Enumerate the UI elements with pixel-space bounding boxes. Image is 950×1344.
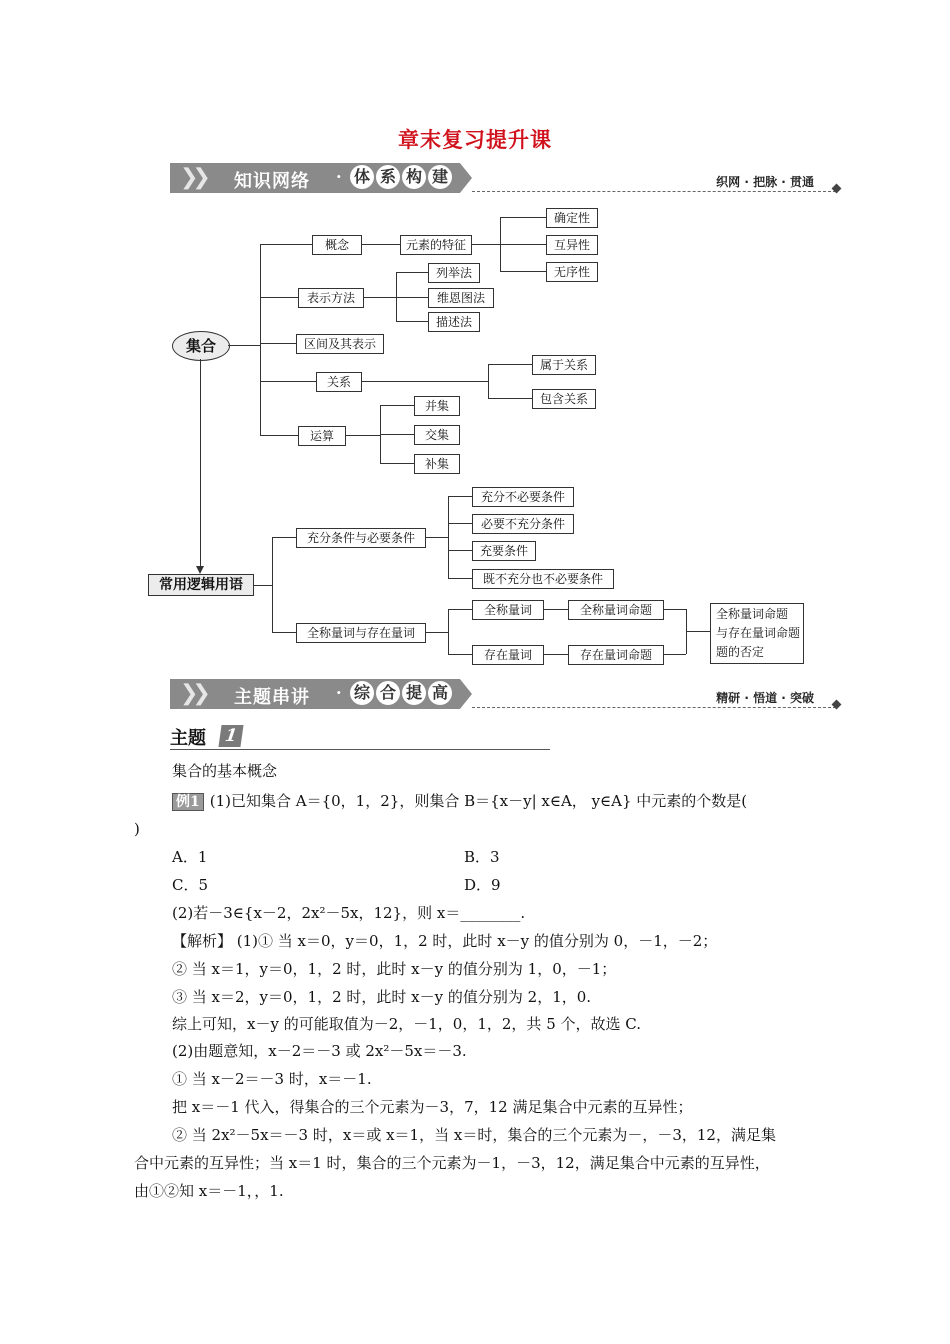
node-sufficient-necessary: 充分条件与必要条件	[296, 528, 426, 548]
node-complement: 补集	[414, 454, 460, 474]
node-venn: 维恩图法	[428, 288, 494, 308]
arrow-down-icon	[196, 566, 204, 574]
node-representation: 表示方法	[298, 288, 364, 308]
node-concept: 概念	[312, 235, 362, 255]
node-root: 集合	[172, 331, 230, 361]
section-banner-knowledge-network	[170, 163, 840, 193]
solution-line: 由①②知 x＝－1，，1.	[134, 1182, 284, 1200]
node-existential-proposition: 存在量词命题	[568, 645, 664, 665]
option-b: B．3	[464, 848, 500, 866]
topic-number: 1	[218, 725, 243, 747]
banner-char: 系	[376, 165, 400, 189]
banner-char: 高	[428, 681, 452, 705]
banner-char: 建	[428, 165, 452, 189]
banner-tag: 织网 · 把脉 · 贯通	[716, 175, 814, 189]
solution-line: ② 当 x＝1，y＝0，1，2 时，此时 x－y 的值分别为 1，0，－1；	[172, 960, 617, 978]
banner-title: 知识网络	[234, 171, 310, 192]
option-a: A．1	[172, 848, 208, 866]
option-d: D．9	[464, 876, 501, 894]
node-operations: 运算	[298, 426, 346, 446]
option-c: C．5	[172, 876, 209, 894]
solution-line: 综上可知，x－y 的可能取值为－2，－1，0，1，2，共 5 个，故选 C.	[172, 1015, 641, 1033]
topic-underline	[170, 749, 550, 750]
node-existential-quantifier: 存在量词	[472, 645, 544, 665]
solution-line: 【解析】 (1)① 当 x＝0，y＝0，1，2 时，此时 x－y 的值分别为 0，－1，－2；	[172, 932, 718, 950]
negation-line: 全称量词命题	[716, 607, 789, 621]
example-number: 1	[190, 794, 200, 810]
node-certainty: 确定性	[546, 208, 598, 228]
banner-dot: ·	[336, 167, 342, 186]
banner-dot: ·	[336, 683, 342, 702]
node-interval: 区间及其表示	[296, 334, 384, 354]
node-unordered: 无序性	[546, 262, 598, 282]
banner-title: 主题串讲	[234, 687, 310, 708]
example-question-1	[172, 791, 747, 811]
banner-char: 提	[402, 681, 426, 705]
node-negation	[710, 603, 804, 664]
double-chevron-icon: ❯❯	[180, 681, 205, 706]
solution-line: ③ 当 x＝2，y＝0，1，2 时，此时 x－y 的值分别为 2，1，0.	[172, 988, 592, 1006]
solution-line: (2)由题意知，x－2＝－3 或 2x²－5x＝－3.	[172, 1042, 467, 1060]
page-title: 章末复习提升课	[398, 127, 552, 152]
banner-rule	[472, 707, 836, 708]
topic-label: 主题	[170, 728, 206, 749]
question-1-text: (1)已知集合 A＝{0，1，2}，则集合 B＝{x－y| x∈A， y∈A} 中元素的个数是(	[209, 792, 748, 810]
node-relation: 关系	[316, 372, 362, 392]
node-belongs: 属于关系	[532, 355, 596, 375]
example-tag: 例	[176, 794, 190, 810]
question-2: (2)若－3∈{x－2，2x²－5x，12}，则 x＝________.	[172, 904, 526, 922]
node-logic: 常用逻辑用语	[148, 574, 254, 596]
node-element-features: 元素的特征	[400, 235, 472, 255]
solution-line: 合中元素的互异性；当 x＝1 时，集合的三个元素为－1，－3，12，满足集合中元素的互异性，	[134, 1154, 770, 1172]
topic-subtitle: 集合的基本概念	[172, 762, 278, 780]
node-neither: 既不充分也不必要条件	[472, 569, 614, 589]
node-quantifiers: 全称量词与存在量词	[296, 623, 426, 643]
solution-line: ② 当 2x²－5x＝－3 时，x＝或 x＝1，当 x＝时，集合的三个元素为－，－3，12，满足集	[172, 1126, 776, 1144]
node-necessary-sufficient: 充要条件	[472, 541, 536, 561]
solution-line: 把 x＝－1 代入，得集合的三个元素为－3，7，12 满足集合中元素的互异性；	[172, 1098, 693, 1116]
banner-char: 综	[350, 681, 374, 705]
node-sufficient-not-necessary: 充分不必要条件	[472, 487, 574, 507]
solution-line: ① 当 x－2＝－3 时，x＝－1.	[172, 1070, 372, 1088]
example-badge	[172, 793, 204, 811]
node-roster: 列举法	[428, 263, 480, 283]
double-chevron-icon: ❯❯	[180, 165, 205, 190]
node-universal-proposition: 全称量词命题	[568, 600, 664, 620]
negation-line: 题的否定	[716, 645, 765, 659]
banner-tag: 精研 · 悟道 · 突破	[716, 691, 814, 705]
node-contains: 包含关系	[532, 389, 596, 409]
banner-rule	[472, 191, 836, 192]
question-1-paren: )	[134, 820, 140, 838]
topic-header	[170, 724, 550, 750]
node-universal-quantifier: 全称量词	[472, 600, 544, 620]
banner-char: 体	[350, 165, 374, 189]
node-description: 描述法	[428, 312, 480, 332]
banner-char: 合	[376, 681, 400, 705]
negation-line: 与存在量词命题	[716, 626, 801, 640]
section-banner-topics	[170, 679, 840, 709]
node-distinctness: 互异性	[546, 235, 598, 255]
node-intersection: 交集	[414, 425, 460, 445]
node-union: 并集	[414, 396, 460, 416]
banner-char: 构	[402, 165, 426, 189]
node-necessary-not-sufficient: 必要不充分条件	[472, 514, 574, 534]
